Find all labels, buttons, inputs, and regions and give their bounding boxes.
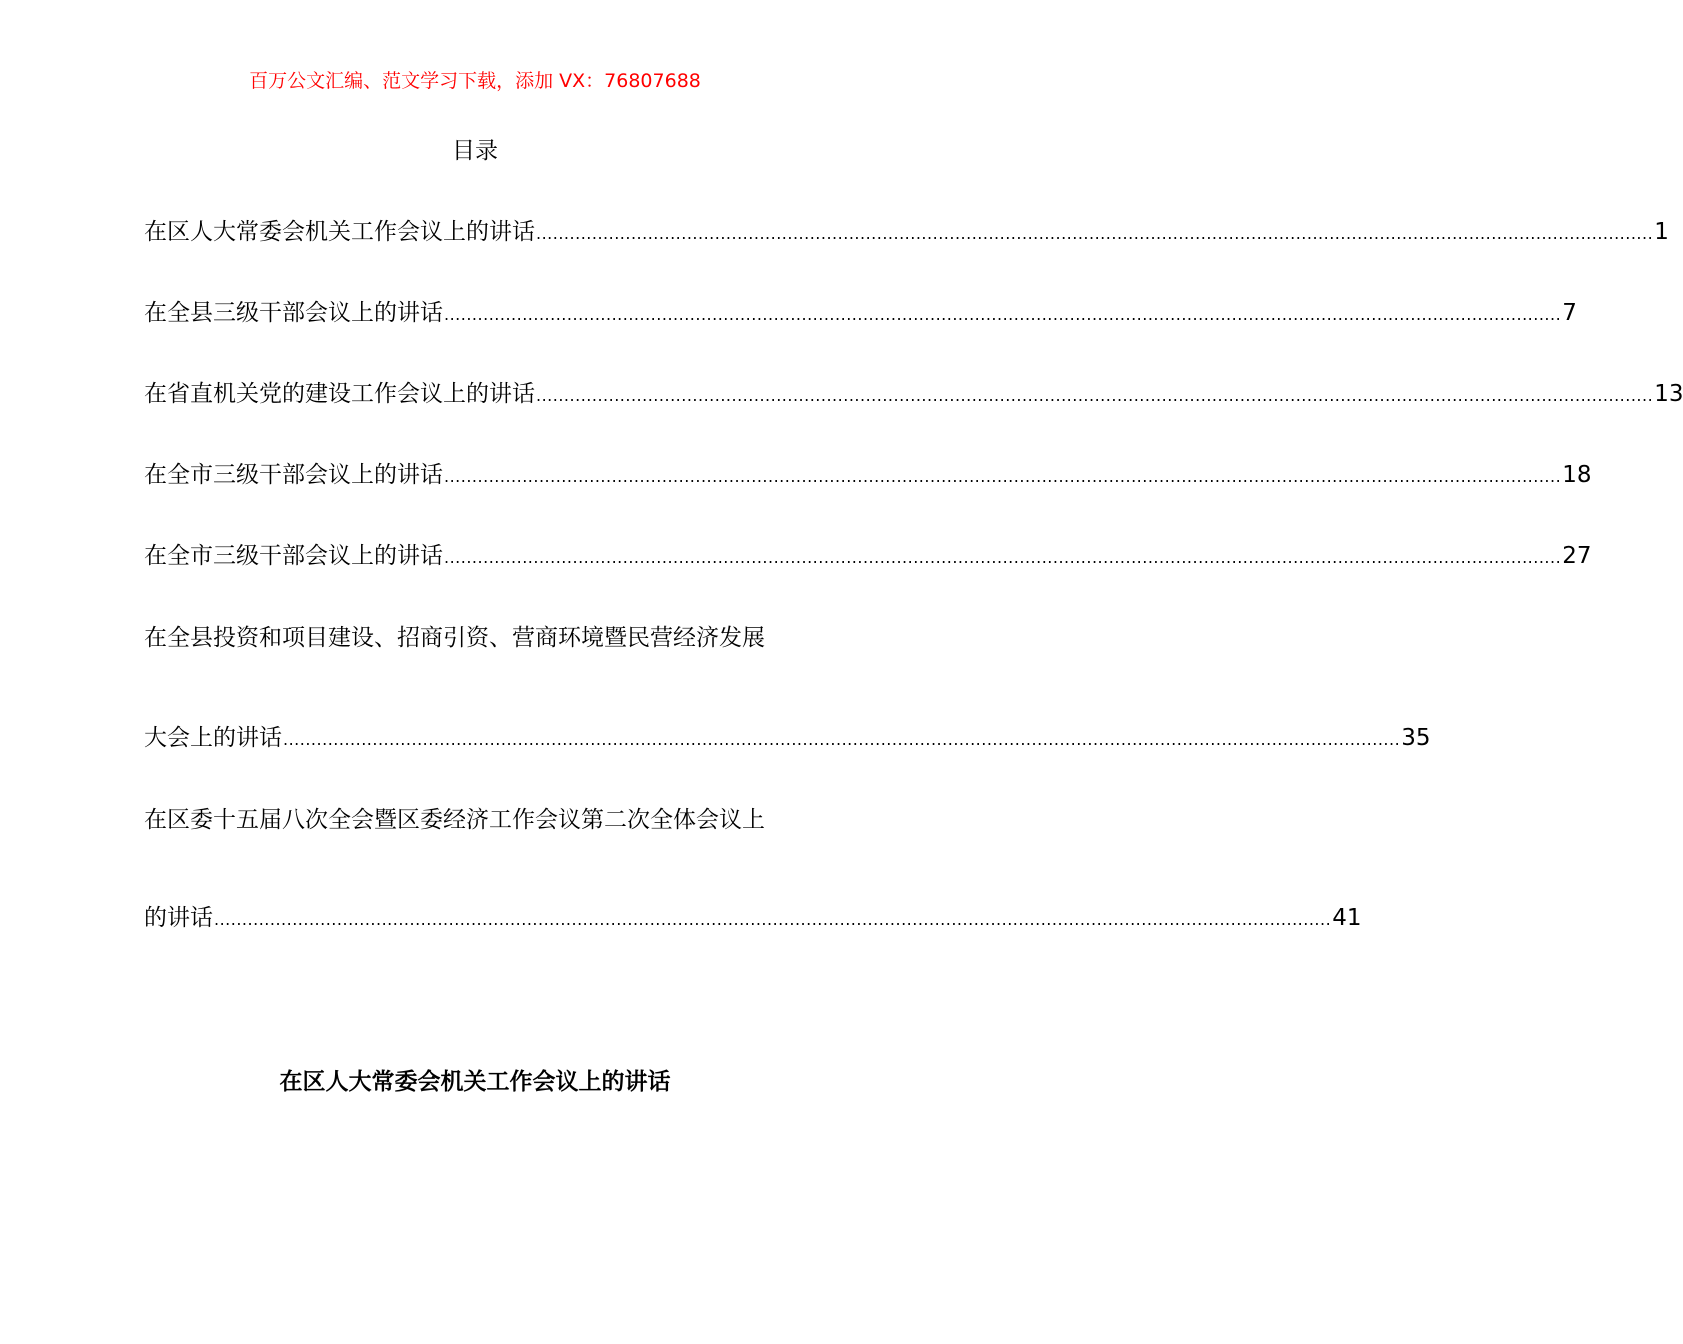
toc-entry-page: 7 xyxy=(1562,300,1577,326)
toc-entry-page: 1 xyxy=(1654,219,1669,245)
toc-title: 目录 xyxy=(452,138,498,164)
toc-entry[interactable] xyxy=(144,214,1669,250)
toc-entry-title: 在区人大常委会机关工作会议上的讲话 xyxy=(144,219,535,245)
toc-entry-line2[interactable] xyxy=(144,900,1362,936)
toc-entry-page: 13 xyxy=(1654,381,1683,407)
toc-entry-line1[interactable] xyxy=(144,802,806,838)
toc-entry-title: 的讲话 xyxy=(144,905,213,931)
toc-entry[interactable] xyxy=(144,295,1577,331)
toc-dot-leader: ........................................................................................................................................................................................................ xyxy=(214,910,1332,929)
toc-entry[interactable] xyxy=(144,376,1683,412)
toc-dot-leader: ........................................................................................................................................................................................................ xyxy=(536,224,1654,243)
toc-entry-title: 在全市三级干部会议上的讲话 xyxy=(144,462,443,488)
toc-dot-leader: ........................................................................................................................................................................................................ xyxy=(444,467,1562,486)
toc-entry-line1[interactable] xyxy=(144,620,806,656)
body-section-title: 在区人大常委会机关工作会议上的讲话 xyxy=(279,1069,671,1095)
toc-entry-title: 大会上的讲话 xyxy=(144,725,282,751)
toc-entry-page: 41 xyxy=(1332,905,1362,931)
toc-entry-line2[interactable] xyxy=(144,720,1431,756)
toc-entry-title: 在全县三级干部会议上的讲话 xyxy=(144,300,443,326)
toc-entry-title: 在省直机关党的建设工作会议上的讲话 xyxy=(144,381,535,407)
toc-entry-page: 18 xyxy=(1562,462,1592,488)
toc-entry-page: 35 xyxy=(1401,725,1431,751)
toc-entry-page: 27 xyxy=(1562,543,1592,569)
toc-dot-leader: ........................................................................................................................................................................................................ xyxy=(536,386,1654,405)
toc-dot-leader: ........................................................................................................................................................................................................ xyxy=(444,548,1562,567)
toc-entry-title: 在全县投资和项目建设、招商引资、营商环境暨民营经济发展 xyxy=(144,625,765,651)
toc-entry[interactable] xyxy=(144,538,1592,574)
toc-entry-title: 在区委十五届八次全会暨区委经济工作会议第二次全体会议上 xyxy=(144,807,765,833)
toc-dot-leader: ........................................................................................................................................................................................................ xyxy=(444,305,1562,324)
toc-entry-title: 在全市三级干部会议上的讲话 xyxy=(144,543,443,569)
toc-dot-leader: ........................................................................................................................................................................................................ xyxy=(283,730,1401,749)
toc-entry[interactable] xyxy=(144,457,1592,493)
header-note: 百万公文汇编、范文学习下载，添加 VX：76807688 xyxy=(249,70,701,92)
